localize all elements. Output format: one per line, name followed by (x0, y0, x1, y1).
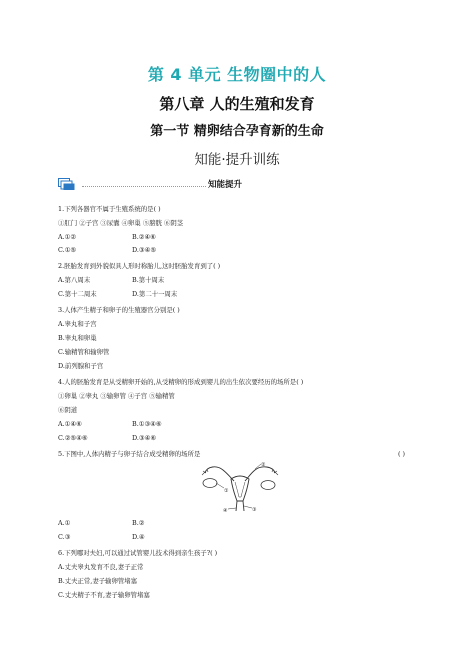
question-2-option-d: D.第二十一周末 (132, 290, 178, 298)
question-1-option-c: C.①⑤ (58, 246, 77, 254)
question-4-option-b: B.①③④⑥ (132, 420, 162, 428)
question-2-option-b: B.第十周末 (132, 276, 165, 284)
question-6-stem: 6.下列哪对夫妇,可以通过试管婴儿技术得到亲生孩子?( ) (58, 549, 218, 557)
unit-title: 第 4 单元 生物圈中的人 (147, 65, 327, 84)
question-1-option-b: B.②④⑥ (132, 233, 156, 241)
question-3-option-c: C.输精管和输卵管 (58, 348, 110, 356)
female-reproductive-system-figure (197, 461, 283, 513)
question-2-option-a: A.第八周末 (58, 276, 91, 284)
question-2-stem: 2.胚胎发育到外貌似具人形时称胎儿,这时胚胎发育到了( ) (58, 262, 221, 270)
chapter-title: 第八章 人的生殖和发育 (159, 95, 315, 113)
question-3-option-d: D.前列腺和子宫 (58, 362, 104, 370)
section-banner (58, 178, 268, 192)
question-1-option-d: D.③④⑤ (132, 246, 157, 254)
question-1-option-a: A.①② (58, 233, 77, 241)
question-4-items-cont: ⑥阴道 (58, 406, 78, 414)
question-4-option-a: A.①④⑥ (58, 420, 82, 428)
question-3-stem: 3.人体产生精子和卵子的生殖器官分别是( ) (58, 306, 180, 314)
section-title: 第一节 精卵结合孕育新的生命 (150, 124, 324, 139)
page-subtitle: 知能·提升训练 (194, 152, 280, 168)
banner-label: 知能提升 (208, 180, 243, 190)
question-1-stem: 1.下列各器官不属于生殖系统的是( ) (58, 205, 161, 213)
question-6-option-b: B.丈夫正常,妻子输卵管堵塞 (58, 577, 138, 585)
question-6-option-a: A.丈夫睾丸发育不良,妻子正常 (58, 563, 144, 571)
question-5-stem: 5.下图中,人体内精子与卵子结合成受精卵的场所是 (58, 450, 201, 458)
banner-divider (82, 186, 206, 187)
question-5-option-d: D.④ (132, 533, 145, 541)
question-5-option-b: B.② (132, 519, 145, 527)
document-stack-icon (58, 178, 76, 191)
question-5-option-a: A.① (58, 519, 71, 527)
question-4-option-c: C.②⑤④⑥ (58, 434, 88, 442)
figure-label-4: ④ (223, 508, 228, 513)
question-3-option-b: B.睾丸和卵巢 (58, 334, 97, 342)
question-4-stem: 4.人的胚胎发育是从受精卵开始的,从受精卵的形成到婴儿的出生依次要经历的场所是( ) (58, 378, 304, 386)
figure-label-2: ② (261, 462, 266, 468)
question-2-option-c: C.第十二周末 (58, 290, 97, 298)
question-1-items: ①肛门 ②子宫 ③尿囊 ④卵巢 ⑤膀胱 ⑥阴茎 (58, 219, 184, 227)
figure-label-3: ③ (252, 507, 257, 513)
question-5-answer-blank: ( ) (398, 450, 406, 458)
question-5-option-c: C.③ (58, 533, 71, 541)
question-4-items: ①卵巢 ②睾丸 ③输卵管 ④子宫 ⑤输精管 (58, 392, 175, 400)
figure-label-1: ① (224, 488, 229, 494)
question-3-option-a: A.睾丸和子宫 (58, 320, 97, 328)
question-6-option-c: C.丈夫精子不育,妻子输卵管堵塞 (58, 591, 150, 599)
question-4-option-d: D.③④⑥ (132, 434, 157, 442)
